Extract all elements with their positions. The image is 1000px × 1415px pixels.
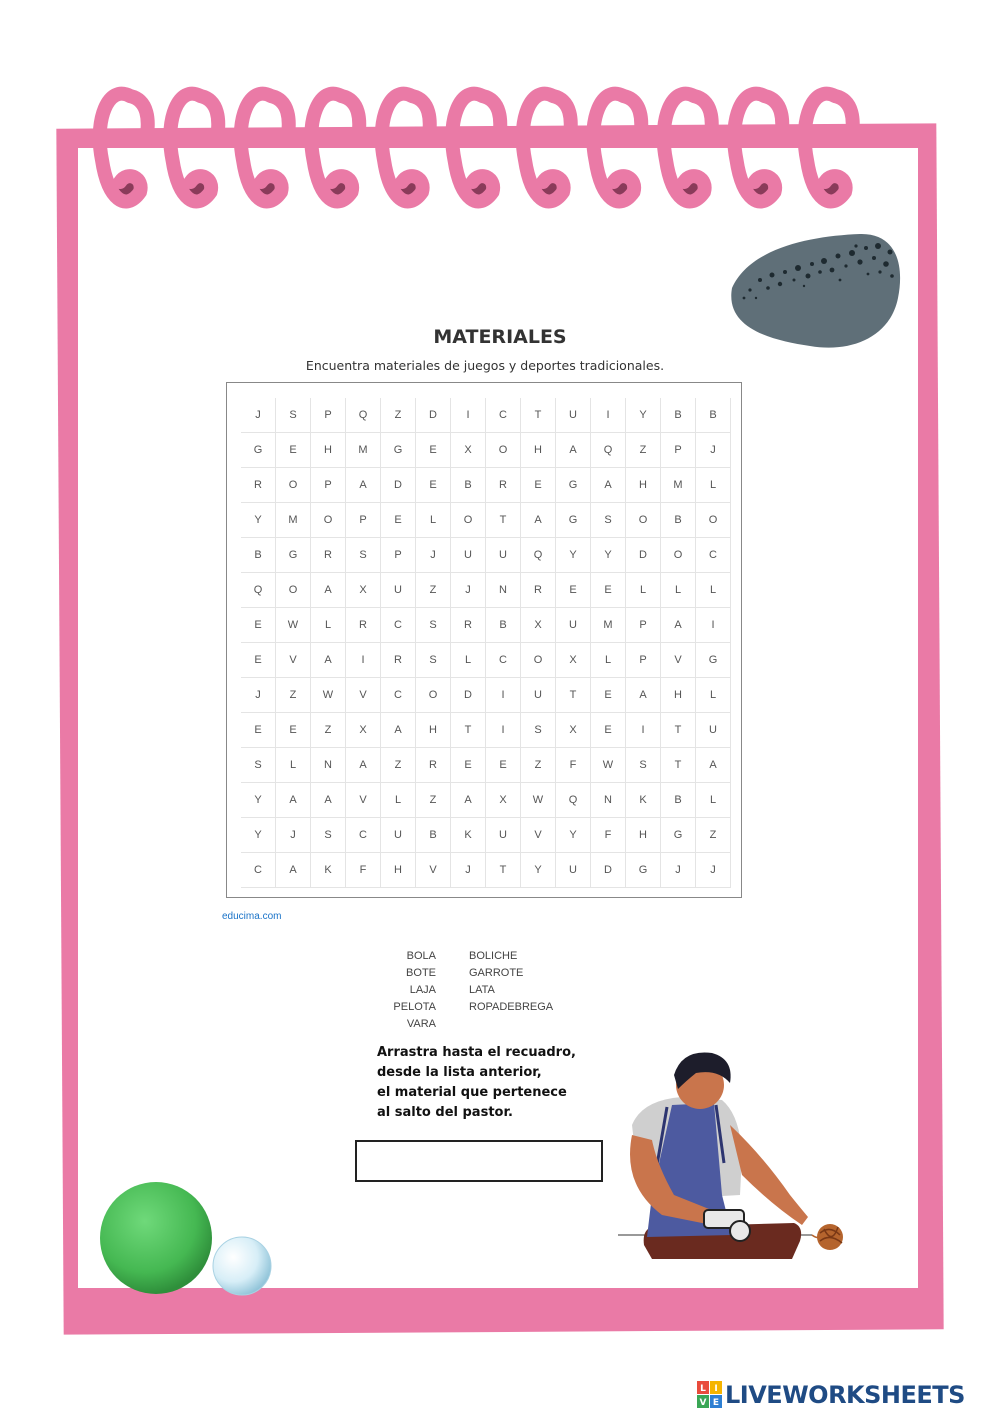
grid-cell[interactable]: V xyxy=(346,783,381,818)
grid-cell[interactable]: T xyxy=(661,713,696,748)
grid-cell[interactable]: G xyxy=(241,433,276,468)
grid-cell[interactable]: D xyxy=(381,468,416,503)
grid-cell[interactable]: B xyxy=(241,538,276,573)
grid-cell[interactable]: S xyxy=(521,713,556,748)
grid-cell[interactable]: V xyxy=(346,678,381,713)
grid-cell[interactable]: N xyxy=(311,748,346,783)
grid-cell[interactable]: L xyxy=(696,678,731,713)
grid-cell[interactable]: X xyxy=(556,713,591,748)
instruction-line: Arrastra hasta el recuadro, xyxy=(377,1045,576,1060)
grid-cell[interactable]: E xyxy=(241,713,276,748)
grid-cell[interactable]: H xyxy=(661,678,696,713)
grid-cell[interactable]: D xyxy=(591,853,626,888)
marble-illustration xyxy=(210,1234,274,1298)
green-ball-illustration xyxy=(98,1180,218,1300)
svg-text:V: V xyxy=(699,1398,707,1408)
grid-cell[interactable]: G xyxy=(276,538,311,573)
svg-text:E: E xyxy=(712,1398,720,1408)
word-item[interactable]: BOLICHE xyxy=(469,950,518,962)
instruction-line: el material que pertenece xyxy=(377,1085,567,1100)
grid-cell[interactable]: A xyxy=(311,643,346,678)
grid-cell[interactable]: J xyxy=(661,853,696,888)
grid-cell[interactable]: C xyxy=(381,678,416,713)
grid-cell[interactable]: H xyxy=(521,433,556,468)
grid-cell[interactable]: B xyxy=(451,468,486,503)
grid-cell[interactable]: A xyxy=(626,678,661,713)
grid-cell[interactable]: E xyxy=(416,433,451,468)
grid-cell[interactable]: M xyxy=(591,608,626,643)
instruction-text xyxy=(377,1043,607,1123)
grid-cell[interactable]: K xyxy=(451,818,486,853)
grid-cell[interactable]: Y xyxy=(241,818,276,853)
grid-cell[interactable]: P xyxy=(626,608,661,643)
answer-drop-box[interactable] xyxy=(355,1140,603,1182)
grid-cell[interactable]: R xyxy=(451,608,486,643)
logo-text: LIVEWORKSHEETS xyxy=(725,1381,965,1409)
grid-cell[interactable]: P xyxy=(626,643,661,678)
grid-cell[interactable]: B xyxy=(661,398,696,433)
grid-cell[interactable]: L xyxy=(381,783,416,818)
grid-cell[interactable]: S xyxy=(416,608,451,643)
grid-cell[interactable]: B xyxy=(416,818,451,853)
grid-cell[interactable]: I xyxy=(626,713,661,748)
worksheet-title: MATERIALES xyxy=(433,326,567,348)
grid-cell[interactable]: Q xyxy=(241,573,276,608)
grid-cell[interactable]: I xyxy=(451,398,486,433)
grid-cell[interactable]: B xyxy=(661,503,696,538)
grid-cell[interactable]: B xyxy=(696,398,731,433)
grid-cell[interactable]: U xyxy=(556,398,591,433)
grid-cell[interactable]: A xyxy=(696,748,731,783)
grid-cell[interactable]: V xyxy=(521,818,556,853)
grid-cell[interactable]: K xyxy=(311,853,346,888)
grid-cell[interactable]: D xyxy=(416,398,451,433)
grid-cell[interactable]: T xyxy=(486,503,521,538)
grid-cell[interactable]: R xyxy=(381,643,416,678)
grid-cell[interactable]: J xyxy=(696,433,731,468)
grid-cell[interactable]: X xyxy=(346,573,381,608)
grid-cell[interactable]: Z xyxy=(416,573,451,608)
grid-cell[interactable]: C xyxy=(696,538,731,573)
grid-cell[interactable]: U xyxy=(381,573,416,608)
grid-cell[interactable]: F xyxy=(591,818,626,853)
grid-cell[interactable]: M xyxy=(276,503,311,538)
grid-cell[interactable]: A xyxy=(276,853,311,888)
grid-cell[interactable]: L xyxy=(276,748,311,783)
grid-cell[interactable]: U xyxy=(556,853,591,888)
grid-cell[interactable]: Q xyxy=(591,433,626,468)
grid-cell[interactable]: U xyxy=(486,818,521,853)
grid-cell[interactable]: H xyxy=(626,818,661,853)
grid-cell[interactable]: A xyxy=(311,573,346,608)
grid-cell[interactable]: U xyxy=(486,538,521,573)
grid-cell[interactable]: O xyxy=(311,503,346,538)
grid-cell[interactable]: A xyxy=(346,748,381,783)
grid-cell[interactable]: A xyxy=(276,783,311,818)
grid-cell[interactable]: U xyxy=(556,608,591,643)
grid-cell[interactable]: E xyxy=(486,748,521,783)
grid-cell[interactable]: E xyxy=(276,433,311,468)
grid-cell[interactable]: T xyxy=(556,678,591,713)
grid-cell[interactable]: Q xyxy=(346,398,381,433)
credit-link[interactable]: educima.com xyxy=(222,911,282,922)
grid-cell[interactable]: Q xyxy=(521,538,556,573)
grid-cell[interactable]: A xyxy=(381,713,416,748)
grid-cell[interactable]: Z xyxy=(696,818,731,853)
word-search-box xyxy=(226,382,742,898)
grid-cell[interactable]: C xyxy=(381,608,416,643)
grid-cell[interactable]: E xyxy=(276,713,311,748)
grid-cell[interactable]: A xyxy=(556,433,591,468)
grid-cell[interactable]: L xyxy=(416,503,451,538)
grid-cell[interactable]: Y xyxy=(626,398,661,433)
grid-cell[interactable]: O xyxy=(451,503,486,538)
word-item[interactable]: BOTE xyxy=(406,967,436,979)
grid-cell[interactable]: J xyxy=(241,678,276,713)
grid-cell[interactable]: I xyxy=(591,398,626,433)
grid-cell[interactable]: E xyxy=(416,468,451,503)
grid-cell[interactable]: C xyxy=(346,818,381,853)
grid-cell[interactable]: G xyxy=(556,468,591,503)
grid-cell[interactable]: J xyxy=(416,538,451,573)
grid-cell[interactable]: O xyxy=(276,468,311,503)
grid-cell[interactable]: J xyxy=(696,853,731,888)
grid-cell[interactable]: B xyxy=(486,608,521,643)
grid-cell[interactable]: S xyxy=(346,538,381,573)
word-item[interactable]: VARA xyxy=(406,1018,436,1030)
grid-cell[interactable]: Z xyxy=(521,748,556,783)
grid-cell[interactable]: V xyxy=(661,643,696,678)
grid-cell[interactable]: A xyxy=(311,783,346,818)
logo-badge-icon xyxy=(697,1381,723,1409)
grid-cell[interactable]: R xyxy=(521,573,556,608)
grid-cell[interactable]: S xyxy=(311,818,346,853)
grid-cell[interactable]: W xyxy=(311,678,346,713)
grid-cell[interactable]: L xyxy=(626,573,661,608)
word-item[interactable]: LATA xyxy=(469,984,495,996)
grid-cell[interactable]: J xyxy=(241,398,276,433)
grid-cell[interactable]: A xyxy=(521,503,556,538)
grid-cell[interactable]: B xyxy=(661,783,696,818)
grid-cell[interactable]: A xyxy=(346,468,381,503)
grid-cell[interactable]: A xyxy=(591,468,626,503)
word-item[interactable]: GARROTE xyxy=(469,967,524,979)
grid-cell[interactable]: I xyxy=(696,608,731,643)
word-item[interactable]: ROPADEBREGA xyxy=(469,1001,554,1013)
grid-cell[interactable]: R xyxy=(346,608,381,643)
grid-cell[interactable]: R xyxy=(311,538,346,573)
grid-cell[interactable]: N xyxy=(591,783,626,818)
grid-cell[interactable]: E xyxy=(451,748,486,783)
grid-cell[interactable]: V xyxy=(276,643,311,678)
grid-cell[interactable]: L xyxy=(661,573,696,608)
grid-cell[interactable]: S xyxy=(626,748,661,783)
grid-cell[interactable]: X xyxy=(346,713,381,748)
word-item[interactable]: BOLA xyxy=(406,950,436,962)
grid-cell[interactable]: O xyxy=(486,433,521,468)
svg-text:L: L xyxy=(700,1384,706,1394)
grid-cell[interactable]: R xyxy=(241,468,276,503)
grid-cell[interactable]: J xyxy=(451,573,486,608)
grid-cell[interactable]: I xyxy=(486,678,521,713)
grid-cell[interactable]: L xyxy=(696,468,731,503)
grid-cell[interactable]: L xyxy=(311,608,346,643)
grid-cell[interactable]: H xyxy=(626,468,661,503)
grid-cell[interactable]: U xyxy=(381,818,416,853)
grid-cell[interactable]: L xyxy=(696,573,731,608)
grid-cell[interactable]: U xyxy=(451,538,486,573)
grid-cell[interactable]: G xyxy=(696,643,731,678)
grid-cell[interactable]: P xyxy=(346,503,381,538)
grid-cell[interactable]: T xyxy=(486,853,521,888)
grid-cell[interactable]: S xyxy=(276,398,311,433)
grid-cell[interactable]: T xyxy=(451,713,486,748)
grid-cell[interactable]: E xyxy=(521,468,556,503)
grid-cell[interactable]: Z xyxy=(626,433,661,468)
grid-cell[interactable]: S xyxy=(241,748,276,783)
grid-cell[interactable]: P xyxy=(311,398,346,433)
grid-cell[interactable]: Z xyxy=(381,748,416,783)
grid-cell[interactable]: L xyxy=(451,643,486,678)
word-item[interactable]: LAJA xyxy=(409,984,436,996)
grid-cell[interactable]: Y xyxy=(591,538,626,573)
grid-cell[interactable]: W xyxy=(276,608,311,643)
grid-cell[interactable]: Y xyxy=(556,818,591,853)
grid-cell[interactable]: E xyxy=(591,573,626,608)
grid-cell[interactable]: P xyxy=(311,468,346,503)
grid-cell[interactable]: X xyxy=(486,783,521,818)
grid-cell[interactable]: O xyxy=(276,573,311,608)
grid-cell[interactable]: P xyxy=(381,538,416,573)
grid-cell[interactable]: H xyxy=(311,433,346,468)
grid-cell[interactable]: Q xyxy=(556,783,591,818)
instruction-line: al salto del pastor. xyxy=(377,1105,513,1120)
grid-cell[interactable]: N xyxy=(486,573,521,608)
grid-cell[interactable]: A xyxy=(661,608,696,643)
grid-cell[interactable]: O xyxy=(626,503,661,538)
grid-cell[interactable]: H xyxy=(416,713,451,748)
word-item[interactable]: PELOTA xyxy=(393,1001,436,1013)
grid-cell[interactable]: D xyxy=(626,538,661,573)
grid-cell[interactable]: X xyxy=(451,433,486,468)
grid-cell[interactable]: G xyxy=(381,433,416,468)
grid-cell[interactable]: F xyxy=(346,853,381,888)
grid-cell[interactable]: S xyxy=(416,643,451,678)
grid-cell[interactable]: U xyxy=(696,713,731,748)
grid-cell[interactable]: E xyxy=(381,503,416,538)
grid-cell[interactable]: P xyxy=(661,433,696,468)
grid-cell[interactable]: R xyxy=(486,468,521,503)
grid-cell[interactable]: O xyxy=(521,643,556,678)
word-list-right xyxy=(469,948,589,1016)
grid-cell[interactable]: E xyxy=(241,608,276,643)
grid-cell[interactable]: M xyxy=(346,433,381,468)
grid-cell[interactable]: R xyxy=(416,748,451,783)
grid-cell[interactable]: C xyxy=(241,853,276,888)
grid-cell[interactable]: O xyxy=(696,503,731,538)
grid-cell[interactable]: F xyxy=(556,748,591,783)
grid-cell[interactable]: E xyxy=(241,643,276,678)
grid-cell[interactable]: E xyxy=(591,713,626,748)
grid-cell[interactable]: W xyxy=(591,748,626,783)
instruction-line: desde la lista anterior, xyxy=(377,1065,542,1080)
svg-text:I: I xyxy=(714,1384,718,1394)
grid-cell[interactable]: V xyxy=(416,853,451,888)
grid-cell[interactable]: Y xyxy=(521,853,556,888)
grid-cell[interactable]: C xyxy=(486,643,521,678)
grid-cell[interactable]: S xyxy=(591,503,626,538)
grid-cell[interactable]: E xyxy=(556,573,591,608)
grid-cell[interactable]: Z xyxy=(381,398,416,433)
grid-cell[interactable]: W xyxy=(521,783,556,818)
grid-cell[interactable]: Y xyxy=(241,503,276,538)
grid-cell[interactable]: C xyxy=(486,398,521,433)
grid-cell[interactable]: I xyxy=(486,713,521,748)
grid-cell[interactable]: G xyxy=(556,503,591,538)
grid-cell[interactable]: T xyxy=(521,398,556,433)
grid-cell[interactable]: U xyxy=(521,678,556,713)
word-list-left xyxy=(380,948,436,1033)
word-search-grid xyxy=(241,398,731,888)
person-illustration xyxy=(612,1045,862,1270)
grid-cell[interactable]: Z xyxy=(416,783,451,818)
grid-cell[interactable]: Y xyxy=(556,538,591,573)
grid-cell[interactable]: H xyxy=(381,853,416,888)
grid-cell[interactable]: L xyxy=(696,783,731,818)
grid-cell[interactable]: X xyxy=(521,608,556,643)
grid-cell[interactable]: E xyxy=(591,678,626,713)
grid-cell[interactable]: O xyxy=(661,538,696,573)
grid-cell[interactable]: D xyxy=(451,678,486,713)
grid-cell[interactable]: L xyxy=(591,643,626,678)
grid-cell[interactable]: Y xyxy=(241,783,276,818)
grid-cell[interactable]: O xyxy=(416,678,451,713)
grid-cell[interactable]: T xyxy=(661,748,696,783)
grid-cell[interactable]: J xyxy=(451,853,486,888)
worksheet-subtitle: Encuentra materiales de juegos y deportes tradicionales. xyxy=(305,358,665,373)
grid-cell[interactable]: G xyxy=(661,818,696,853)
grid-cell[interactable]: Z xyxy=(311,713,346,748)
grid-cell[interactable]: K xyxy=(626,783,661,818)
grid-cell[interactable]: J xyxy=(276,818,311,853)
grid-cell[interactable]: X xyxy=(556,643,591,678)
grid-cell[interactable]: I xyxy=(346,643,381,678)
liveworksheets-logo xyxy=(697,1380,965,1410)
grid-cell[interactable]: A xyxy=(451,783,486,818)
grid-cell[interactable]: Z xyxy=(276,678,311,713)
grid-cell[interactable]: M xyxy=(661,468,696,503)
grid-cell[interactable]: G xyxy=(626,853,661,888)
